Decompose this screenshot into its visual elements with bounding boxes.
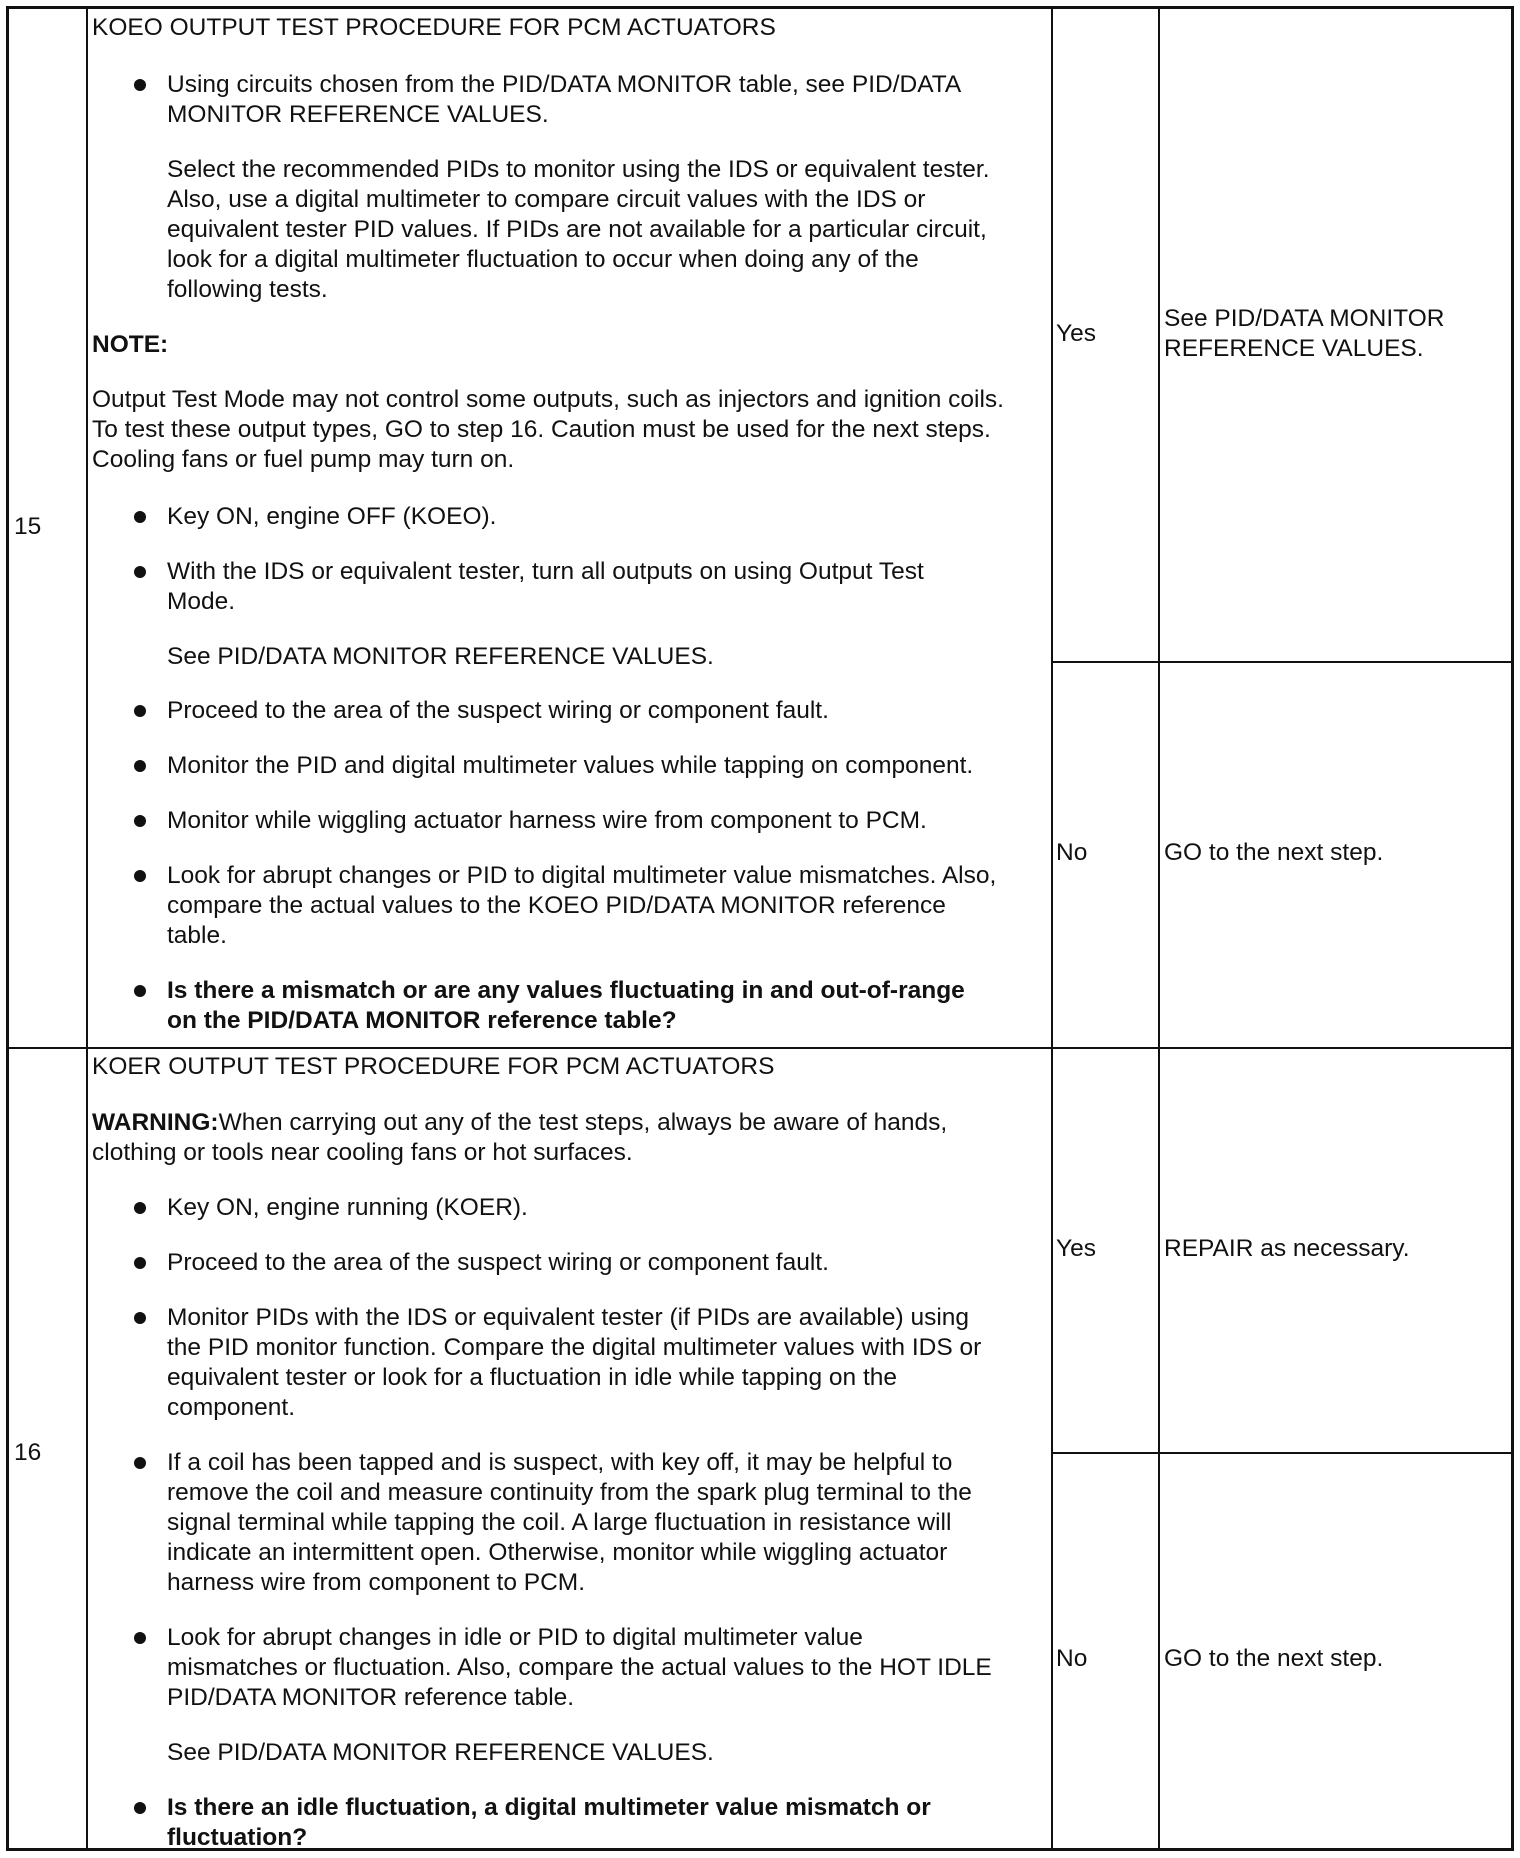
- yes-action: REPAIR as necessary.: [1164, 1235, 1410, 1262]
- bullet-icon: [134, 1312, 146, 1324]
- warning-body: When carrying out any of the test steps, always be aware of hands,: [218, 1109, 948, 1136]
- instruction-text: table.: [167, 922, 227, 949]
- instruction-text: Key ON, engine running (KOER).: [167, 1194, 528, 1221]
- note-text: Cooling fans or fuel pump may turn on.: [92, 446, 515, 473]
- bullet-icon: [134, 985, 146, 997]
- instruction-text: Proceed to the area of the suspect wiring or component fault.: [167, 1249, 829, 1276]
- instruction-text: Monitor PIDs with the IDS or equivalent tester (if PIDs are available) using: [167, 1304, 970, 1331]
- instruction-text: Using circuits chosen from the PID/DATA MONITOR table, see PID/DATA: [167, 71, 962, 98]
- instruction-text: Monitor while wiggling actuator harness wire from component to PCM.: [167, 807, 927, 834]
- instruction-text: signal terminal while tapping the coil. A large fluctuation in resistance will: [167, 1509, 952, 1536]
- question-text: Is there a mismatch or are any values fluctuating in and out-of-range: [167, 977, 965, 1004]
- bullet-icon: [134, 705, 146, 717]
- yes-action: See PID/DATA MONITOR: [1164, 305, 1445, 332]
- row-divider-step-15-answers: [1051, 661, 1511, 663]
- instruction-text: Select the recommended PIDs to monitor using the IDS or equivalent tester.: [167, 156, 990, 183]
- row-divider-step-16-answers: [1051, 1452, 1511, 1454]
- bullet-icon: [134, 1457, 146, 1469]
- instruction-text: following tests.: [167, 276, 328, 303]
- instruction-text: With the IDS or equivalent tester, turn all outputs on using Output Test: [167, 558, 924, 585]
- warning-text: [92, 1108, 947, 1138]
- instruction-text: Proceed to the area of the suspect wiring or component fault.: [167, 697, 829, 724]
- no-action: GO to the next step.: [1164, 1645, 1384, 1672]
- instruction-text: PID/DATA MONITOR reference table.: [167, 1684, 575, 1711]
- column-divider-step: [86, 9, 88, 1848]
- step-title: KOER OUTPUT TEST PROCEDURE FOR PCM ACTUATORS: [92, 1053, 775, 1080]
- note-text: Output Test Mode may not control some outputs, such as injectors and ignition coils.: [92, 386, 1004, 413]
- bullet-icon: [134, 870, 146, 882]
- instruction-text: compare the actual values to the KOEO PID/DATA MONITOR reference: [167, 892, 946, 919]
- question-text: on the PID/DATA MONITOR reference table?: [167, 1007, 677, 1034]
- instruction-text: remove the coil and measure continuity from the spark plug terminal to the: [167, 1479, 972, 1506]
- column-divider-answer: [1158, 9, 1160, 1848]
- instruction-text: See PID/DATA MONITOR REFERENCE VALUES.: [167, 643, 714, 670]
- bullet-icon: [134, 566, 146, 578]
- instruction-text: Look for abrupt changes or PID to digital multimeter value mismatches. Also,: [167, 862, 997, 889]
- instruction-text: indicate an intermittent open. Otherwise, monitor while wiggling actuator: [167, 1539, 948, 1566]
- instruction-text: Also, use a digital multimeter to compare circuit values with the IDS or: [167, 186, 926, 213]
- bullet-icon: [134, 1632, 146, 1644]
- warning-label: WARNING:: [92, 1109, 219, 1136]
- step-number: 16: [14, 1439, 42, 1466]
- note-text: To test these output types, GO to step 16. Caution must be used for the next steps.: [92, 416, 991, 443]
- instruction-text: equivalent tester or look for a fluctuation in idle while tapping on the: [167, 1364, 898, 1391]
- bullet-icon: [134, 815, 146, 827]
- instruction-text: Look for abrupt changes in idle or PID to digital multimeter value: [167, 1624, 863, 1651]
- bullet-icon: [134, 79, 146, 91]
- row-divider-step-16: [9, 1047, 1511, 1049]
- instruction-text: mismatches or fluctuation. Also, compare the actual values to the HOT IDLE: [167, 1654, 992, 1681]
- answer-yes: Yes: [1056, 1235, 1096, 1262]
- bullet-icon: [134, 1257, 146, 1269]
- instruction-text: If a coil has been tapped and is suspect, with key off, it may be helpful to: [167, 1449, 953, 1476]
- no-action: GO to the next step.: [1164, 839, 1384, 866]
- answer-no: No: [1056, 1645, 1088, 1672]
- warning-text: clothing or tools near cooling fans or hot surfaces.: [92, 1139, 633, 1166]
- bullet-icon: [134, 1202, 146, 1214]
- answer-no: No: [1056, 839, 1088, 866]
- bullet-icon: [134, 511, 146, 523]
- instruction-text: Mode.: [167, 588, 236, 615]
- step-number: 15: [14, 513, 42, 540]
- instruction-text: Key ON, engine OFF (KOEO).: [167, 503, 497, 530]
- question-text: Is there an idle fluctuation, a digital multimeter value mismatch or: [167, 1794, 931, 1821]
- instruction-text: MONITOR REFERENCE VALUES.: [167, 101, 549, 128]
- answer-yes: Yes: [1056, 320, 1096, 347]
- instruction-text: equivalent tester PID values. If PIDs are not available for a particular circuit,: [167, 216, 987, 243]
- instruction-text: look for a digital multimeter fluctuation to occur when doing any of the: [167, 246, 919, 273]
- instruction-text: harness wire from component to PCM.: [167, 1569, 586, 1596]
- note-label: NOTE:: [92, 331, 169, 358]
- step-title: KOEO OUTPUT TEST PROCEDURE FOR PCM ACTUATORS: [92, 14, 776, 41]
- column-divider-action: [1051, 9, 1053, 1848]
- instruction-text: the PID monitor function. Compare the digital multimeter values with IDS or: [167, 1334, 982, 1361]
- question-text: fluctuation?: [167, 1824, 308, 1851]
- yes-action: REFERENCE VALUES.: [1164, 335, 1424, 362]
- instruction-text: See PID/DATA MONITOR REFERENCE VALUES.: [167, 1739, 714, 1766]
- instruction-text: Monitor the PID and digital multimeter values while tapping on component.: [167, 752, 974, 779]
- instruction-text: component.: [167, 1394, 296, 1421]
- bullet-icon: [134, 1802, 146, 1814]
- bullet-icon: [134, 760, 146, 772]
